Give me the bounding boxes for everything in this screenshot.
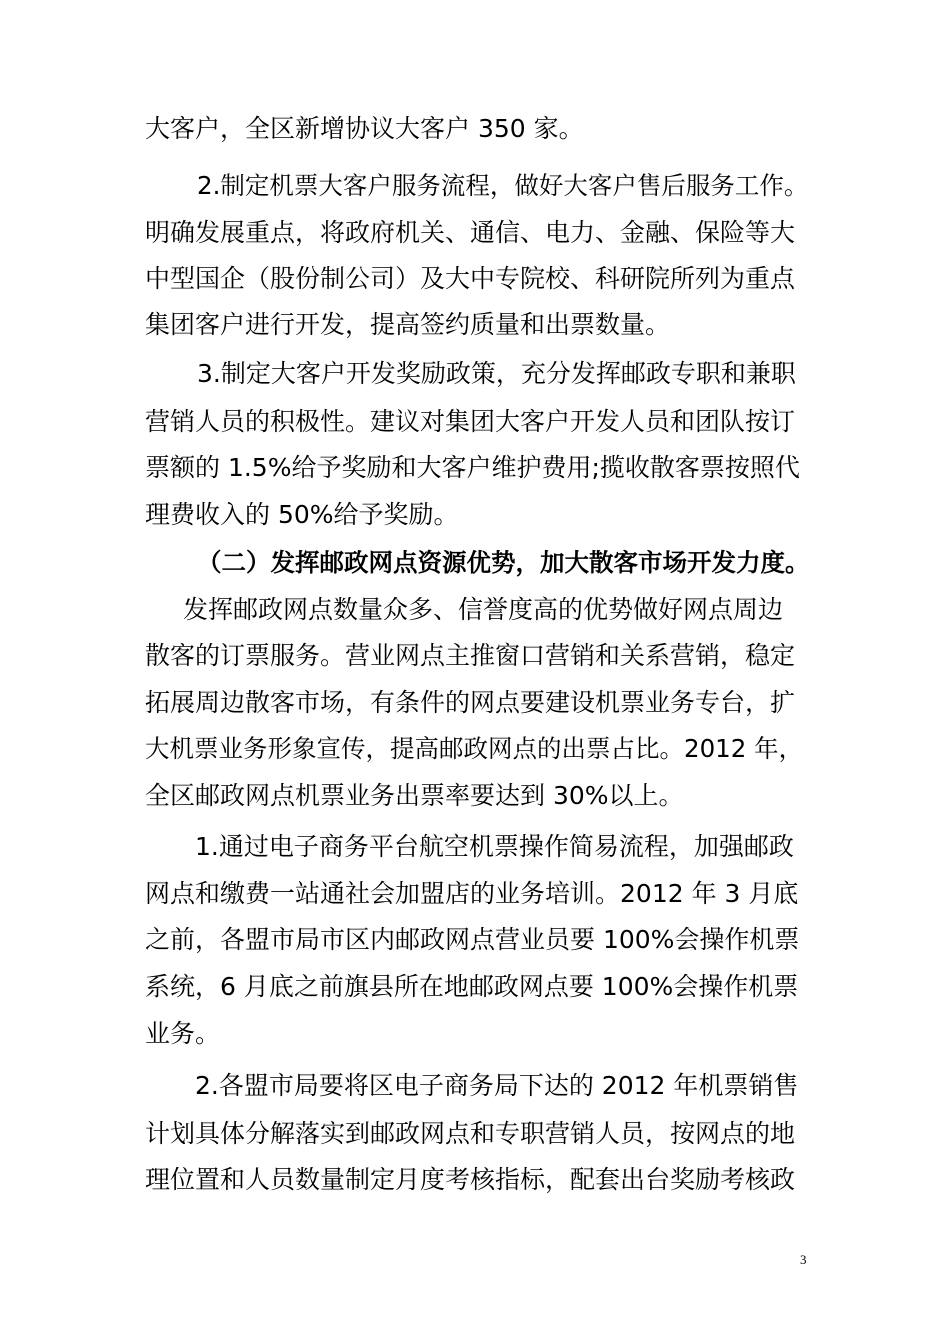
text-line: 散客的订票服务。营业网点主推窗口营销和关系营销，稳定: [145, 641, 796, 670]
text-line: 2.各盟市局要将区电子商务局下达的 2012 年机票销售: [195, 1071, 799, 1100]
text-line: 中型国企（股份制公司）及大中专院校、科研院所列为重点: [145, 264, 796, 293]
text-line: 营销人员的积极性。建议对集团大客户开发人员和团队按订: [145, 407, 796, 436]
section-heading: （二）发挥邮政网点资源优势，加大散客市场开发力度。: [197, 548, 810, 577]
text-line: 3.制定大客户开发奖励政策，充分发挥邮政专职和兼职: [197, 359, 796, 388]
text-line: 系统，6 月底之前旗县所在地邮政网点要 100%会操作机票: [145, 972, 799, 1001]
text-line: 明确发展重点，将政府机关、通信、电力、金融、保险等大: [145, 218, 796, 247]
text-line: 1.通过电子商务平台航空机票操作简易流程，加强邮政: [195, 832, 794, 861]
text-line: 之前，各盟市局市区内邮政网点营业员要 100%会操作机票: [145, 925, 800, 954]
text-line: 理位置和人员数量制定月度考核指标，配套出台奖励考核政: [145, 1165, 796, 1194]
text-line: 网点和缴费一站通社会加盟店的业务培训。2012 年 3 月底: [145, 879, 799, 908]
text-line: 2.制定机票大客户服务流程，做好大客户售后服务工作。: [197, 171, 809, 200]
text-line: 拓展周边散客市场，有条件的网点要建设机票业务专台，扩: [145, 688, 796, 717]
text-line: 计划具体分解落实到邮政网点和专职营销人员，按网点的地: [145, 1119, 796, 1148]
text-line: 集团客户进行开发，提高签约质量和出票数量。: [145, 310, 671, 339]
text-line: 票额的 1.5%给予奖励和大客户维护费用;揽收散客票按照代: [145, 453, 800, 482]
text-line: 全区邮政网点机票业务出票率要达到 30%以上。: [145, 781, 684, 810]
text-line: 业务。: [145, 1019, 221, 1048]
text-line: 发挥邮政网点数量众多、信誉度高的优势做好网点周边: [183, 595, 784, 624]
text-line: 大客户，全区新增协议大客户 350 家。: [145, 114, 584, 143]
text-line: 大机票业务形象宣传，提高邮政网点的出票占比。2012 年，: [145, 734, 804, 763]
page-number: 3: [800, 1252, 807, 1267]
text-line: 理费收入的 50%给予奖励。: [145, 500, 459, 529]
